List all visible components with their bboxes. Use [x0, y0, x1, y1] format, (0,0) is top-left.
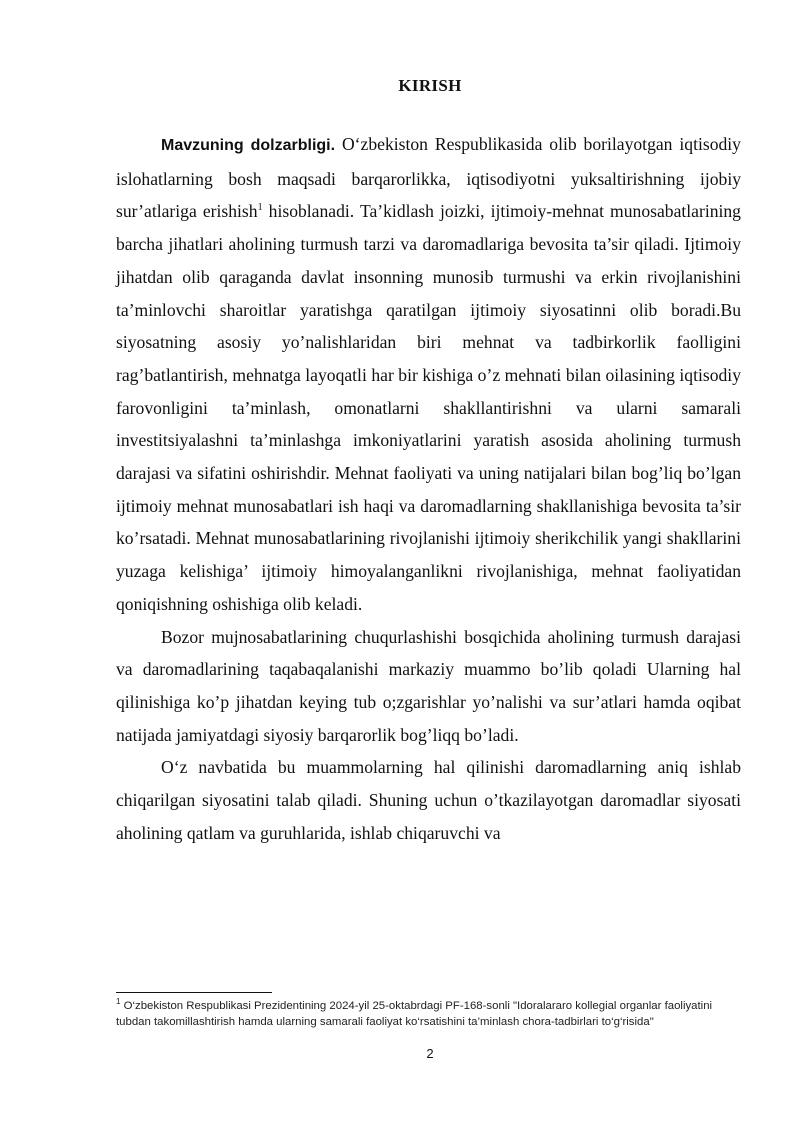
- footnote-reference[interactable]: 1: [257, 202, 263, 214]
- footnote-divider: [116, 992, 272, 993]
- page-number: 2: [426, 1046, 434, 1061]
- paragraph-relevance: [116, 128, 741, 621]
- footnote-text: O‘zbekiston Respublikasi Prezidentining 2024-yil 25-oktabrdagi PF-168-sonli "Idoralararo kollegial organlar faoliyatini tubdan takomillashtirish hamda ularning samarali faoliyat ko‘rsatishini ta’minlash chora-tadbirlari to‘g‘risida": [116, 1000, 713, 1028]
- lead-label: Mavzuning dolzarbligi.: [161, 137, 336, 154]
- paragraph-1-part-a: O‘zbekiston Respublikasida olib borilayotgan iqtisodiy islohatlarning bosh maqsadi barqarorlikka, iqtisodiyotni yuksaltirishning ijobiy sur’atlariga erishish: [116, 134, 741, 222]
- section-title: KIRISH: [398, 76, 462, 95]
- body-text: [116, 128, 741, 849]
- paragraph-3: O‘z navbatida bu muammolarning hal qilinishi daromadlarning aniq ishlab chiqarilgan siyosatini talab qiladi. Shuning uchun o’tkazilayotgan daromadlar siyosati aholining qatlam va guruhlarida, ishlab chiqaruvchi va: [116, 757, 741, 843]
- paragraph-1-part-b: hisoblanadi. Ta’kidlash joizki, ijtimoiy-mehnat munosabatlarining barcha jihatlari aholining turmush tarzi va daromadlariga bevosita ta’sir qiladi. Ijtimoiy jihatdan olib qaraganda davlat insonning munosib turmushi va erkin rivojlanishini ta’minlovchi sharoitlar yaratishga qaratilgan ijtimoiy siyosatinni olib boradi.Bu siyosatning asosiy yo’nalishlaridan biri mehnat va tadbirkorlik faolligini rag’batlantirish, mehnatga layoqatli har bir kishiga o’z mehnati bilan oilasining iqtisodiy farovonligini ta’minlash, omonatlarni shakllantirishni va ularni samarali investitsiyalashni ta’minlashga imkoniyatlarini yaratish asosida aholining turmush darajasi va sifatini oshirishdir. Mehnat faoliyati va uning natijalari bilan bog’liq bo’lgan ijtimoiy mehnat munosabatlari ish haqi va daromadlarning shakllanishiga bevosita ta’sir ko’rsatadi. Mehnat munosabatlarining rivojlanishi ijtimoiy sherikchilik yangi shakllarini yuzaga kelishiga’ ijtimoiy himoyalanganlikni rivojlanishiga, mehnat faoliyatidan qoniqishning oshishiga olib keladi.: [116, 201, 741, 614]
- footnote: [116, 999, 746, 1030]
- paragraph-2: Bozor mujnosabatlarining chuqurlashishi bosqichida aholining turmush darajasi va daromadlarining taqabaqalanishi markaziy muammo bo’lib qoladi Ularning hal qilinishiga ko’p jihatdan keying tub o;zgarishlar yo’nalishi va sur’atlari hamda oqibat natijada jamiyatdagi siyosiy barqarorlik bog’liqq bo’ladi.: [116, 626, 741, 745]
- footnote-marker: 1: [116, 997, 121, 1007]
